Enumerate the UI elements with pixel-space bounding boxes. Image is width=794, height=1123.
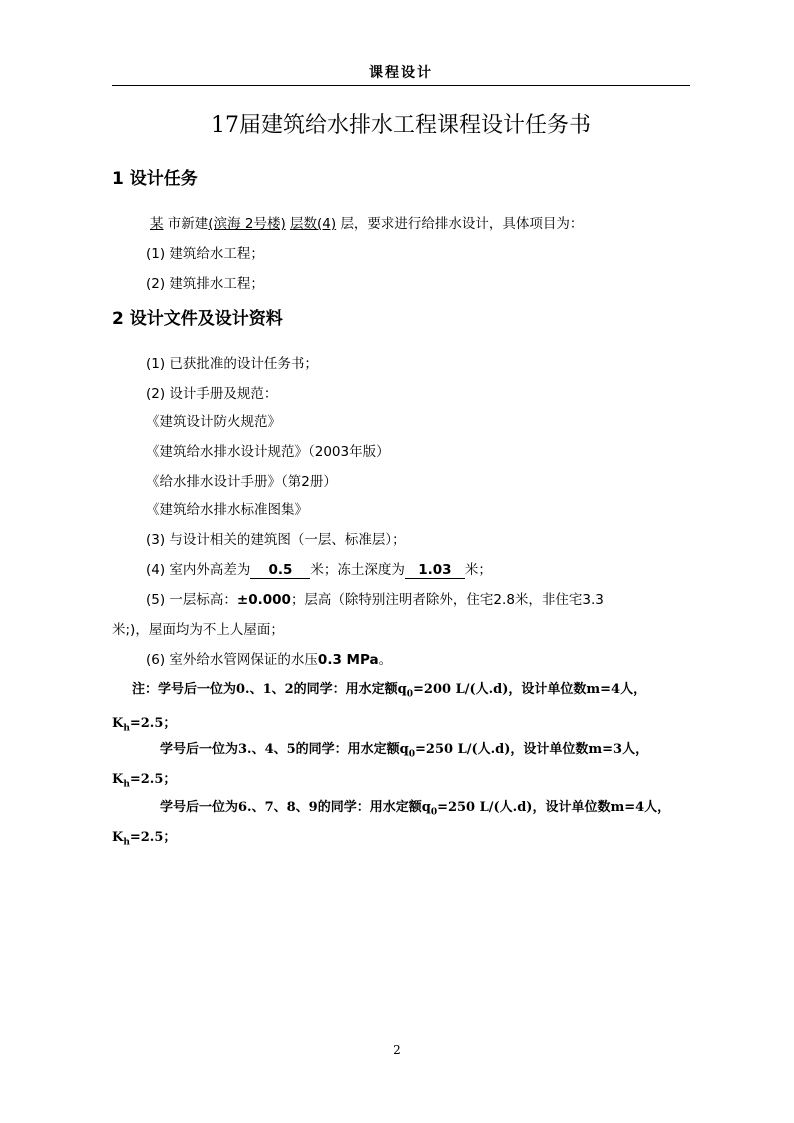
page-number: 2 <box>393 1043 401 1057</box>
section2-heading: 2 设计文件及设计资料 <box>112 309 283 329</box>
reference-item: 《给水排水设计手册》（第2册） <box>146 474 337 490</box>
intro-text-2: 层，要求进行给排水设计，具体项目为： <box>340 216 584 232</box>
document-title: 17届建筑给水排水工程课程设计任务书 <box>211 113 591 138</box>
height-difference-line: (4) 室内外高差为 0.5 米；冻土深度为 1.03 米； <box>146 562 492 578</box>
water-pressure-value: 0.3 MPa <box>317 652 379 668</box>
note-coefficient: $K_h=2.5$； <box>112 716 177 734</box>
elevation-line-cont: 米;)，屋面均为不上人屋面； <box>112 622 284 638</box>
section1-heading: 1 设计任务 <box>112 169 198 189</box>
floors-field: 层数(4) <box>290 216 337 232</box>
city-field: 某 <box>150 216 164 232</box>
list-item: (2) 设计手册及规范： <box>146 386 278 402</box>
water-pressure-line: (6) 室外给水管网保证的水压0.3 MPa。 <box>146 652 393 668</box>
note-line: 学号后一位为3.、4、5的同学：用水定额$q_0=250$ L/(人.d)，设计单位数m=3人， <box>160 742 649 760</box>
list-item: (1) 已获批准的设计任务书； <box>146 356 318 372</box>
height-difference-value: 0.5 <box>250 562 310 579</box>
page-header: 课程设计 <box>369 65 433 81</box>
list-item: (3) 与设计相关的建筑图（一层、标准层）； <box>146 532 406 548</box>
section1-intro <box>150 212 583 232</box>
list-item: (1) 建筑给水工程； <box>146 246 264 262</box>
elevation-line: (5) 一层标高：±0.000；层高（除特别注明者除外，住宅2.8米，非住宅3.3 <box>146 592 604 608</box>
note-line: 注：学号后一位为0.、1、2的同学：用水定额$q_0=200$ L/(人.d)，设计单位数m=4人， <box>132 682 647 700</box>
frost-depth-value: 1.03 <box>405 562 465 579</box>
note-line: 学号后一位为6.、7、8、9的同学：用水定额$q_0=250$ L/(人.d)，设计单位数m=4人， <box>160 800 671 818</box>
reference-item: 《建筑设计防火规范》 <box>146 414 281 430</box>
header-rule <box>112 85 690 86</box>
reference-item: 《建筑给水排水设计规范》（2003年版） <box>146 444 390 460</box>
intro-text-1: 市新建 <box>167 216 209 232</box>
reference-item: 《建筑给水排水标准图集》 <box>146 502 308 518</box>
note-coefficient: $K_h=2.5$； <box>112 772 177 790</box>
list-item: (2) 建筑排水工程； <box>146 276 264 292</box>
elevation-value: ±0.000 <box>236 592 291 608</box>
building-field: (滨海 2号楼) <box>208 216 286 232</box>
note-coefficient: $K_h=2.5$； <box>112 830 177 848</box>
